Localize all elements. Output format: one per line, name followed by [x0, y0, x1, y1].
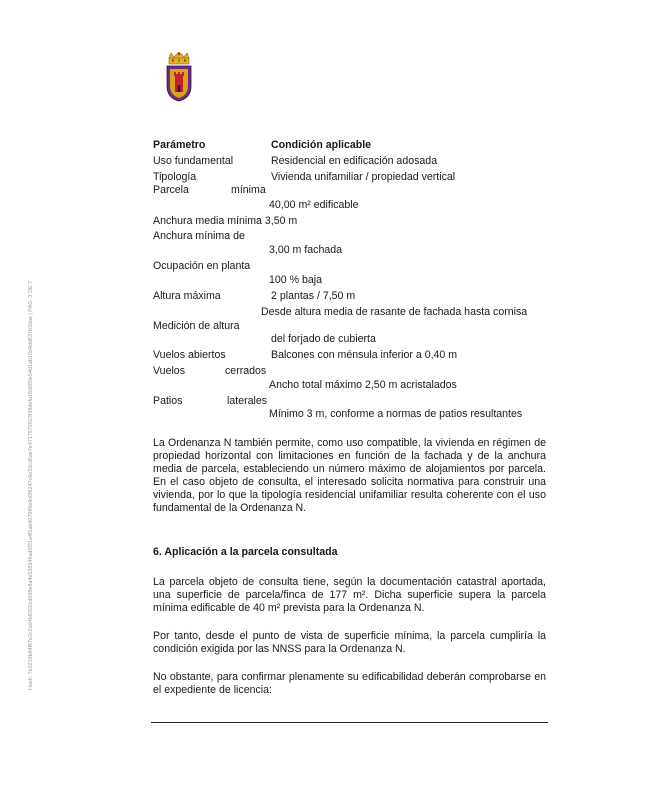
row-parcela-param: Parcela — [153, 184, 189, 196]
row-altura-cond: 2 plantas / 7,50 m — [271, 290, 356, 302]
paragraph-por-tanto: Por tanto, desde el punto de vista de superficie mínima, la parcela cumpliría la condición exigida por las NNSS para la Ordenanza N. — [153, 630, 546, 655]
row-patios-param-b: laterales — [227, 395, 268, 407]
paragraph-no-obstante: No obstante, para confirmar plenamente su edificabilidad deberán comprobarse en el expediente de licencia: — [153, 671, 546, 696]
row-vuelos-cerrados-cond: Ancho total máximo 2,50 m acristalados — [269, 379, 457, 391]
row-uso-cond: Residencial en edificación adosada — [271, 155, 438, 167]
paragraph-parcela: La parcela objeto de consulta tiene, según la documentación catastral aportada, una superficie de parcela/finca de 177 m². Dicha superficie supera la parcela mínima edificable de 40 m² prevista para la Ordenanza N. — [153, 576, 546, 614]
table-header-parameter: Parámetro — [153, 139, 206, 151]
row-parcela-param-b: mínima — [231, 184, 266, 196]
row-patios-cond: Mínimo 3 m, conforme a normas de patios resultantes — [269, 408, 523, 420]
row-tipologia-param: Tipología — [153, 171, 197, 183]
row-parcela-cond: 40,00 m² edificable — [269, 199, 359, 211]
row-vuelos-cerrados-param-b: cerrados — [225, 365, 267, 377]
row-ocupacion-param: Ocupación en planta — [153, 260, 251, 272]
divider-line — [151, 722, 548, 723]
row-ocupacion-cond: 100 % baja — [269, 274, 323, 286]
table-header-condition: Condición aplicable — [271, 139, 372, 151]
row-vuelos-abiertos-cond: Balcones con ménsula inferior a 0,40 m — [271, 349, 458, 361]
row-medicion-param: Medición de altura — [153, 320, 240, 332]
row-uso-param: Uso fundamental — [153, 155, 234, 167]
municipal-crest-logo — [165, 52, 193, 102]
row-medicion-cond-b: del forjado de cubierta — [271, 333, 376, 345]
row-vuelos-cerrados-param: Vuelos — [153, 365, 185, 377]
row-altura-param: Altura máxima — [153, 290, 221, 302]
row-patios-param: Patios — [153, 395, 183, 407]
row-anchura-media: Anchura media mínima 3,50 m — [153, 215, 298, 227]
row-anchura-minima-cond: 3,00 m fachada — [269, 244, 343, 256]
paragraph-ordenanza: La Ordenanza N también permite, como uso compatible, la vivienda en régimen de propiedad horizontal con limitaciones en función de la fachada y de la anchura media de parcela, estableciendo un número máximo de alojamientos por parcela. En el caso objeto de consulta, el interesado solicita normativa para construir una vivienda, por lo que la tipología residencial unifamiliar resulta coherente con el uso fundamental de la Ordenanza N. — [153, 437, 546, 514]
row-tipologia-cond: Vivienda unifamiliar / propiedad vertical — [271, 171, 456, 183]
row-medicion-cond-a: Desde altura media de rasante de fachada hasta cornisa — [261, 306, 528, 318]
document-hash-footer: Hash: 7e0219b84f67e2c2a94b8302cd098e8a4e538948ad0f31a4f1ab907086e9c6f6247c6e10cd6ae7e4717572823f38defa18d980e54d1ab10d4dd637b3dae | PÁG. 3 DE 7 — [28, 280, 34, 690]
section-title: 6. Aplicación a la parcela consultada — [153, 546, 338, 558]
row-anchura-minima-param: Anchura mínima de — [153, 230, 245, 242]
row-vuelos-abiertos-param: Vuelos abiertos — [153, 349, 226, 361]
